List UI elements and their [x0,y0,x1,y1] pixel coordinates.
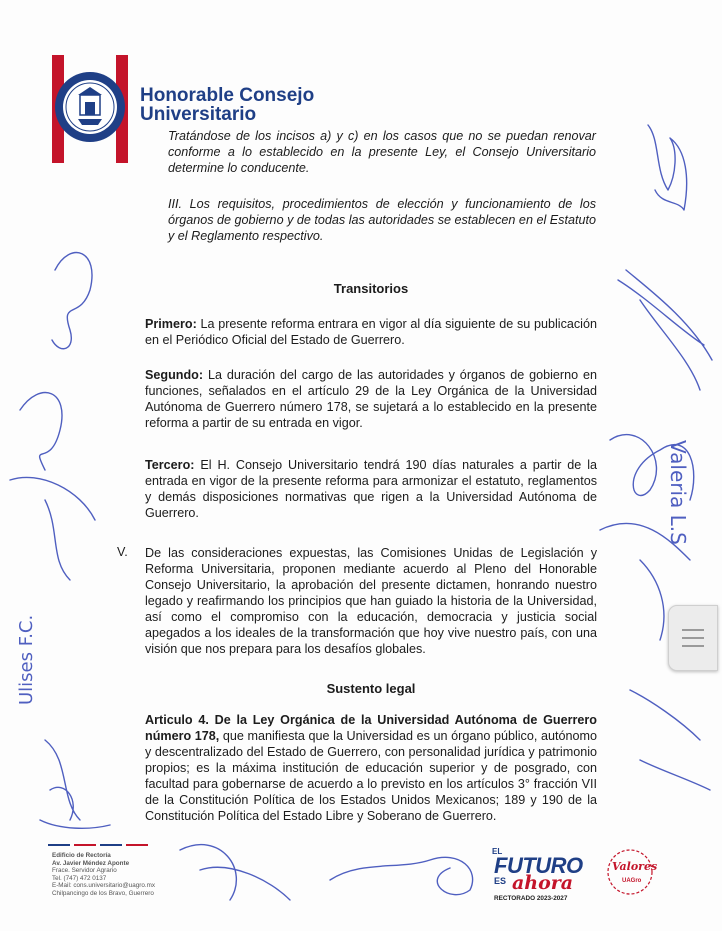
roman-numeral-v: V. [117,545,128,559]
signature-left-lower [40,740,110,828]
segundo-label: Segundo: [145,368,204,382]
signature-bottom-center [330,857,473,894]
segundo-text: La duración del cargo de las autoridades y órganos de gobierno en funciones, señalados en el artículo 29 de la Ley Orgánica de la Universidad Autónoma de Guerrero número 178, se sujetará a lo establecido en la presente reforma a partir de su entrada en vigor. [145,368,597,430]
handwritten-name-ulises: Ulises F.C. [16,614,37,705]
signature-bottom-left [180,845,290,900]
valores-label: Valores [612,860,658,873]
primero-text: La presente reforma entrara en vigor al día siguiente de su publicación en el Periódico Oficial del Estado de Guerrero. [145,317,597,347]
footer-address-line3: Frace. Servidor Agrario [52,867,117,875]
paragraph-consideraciones: De las consideraciones expuestas, las Comisiones Unidas de Legislación y Reforma Universitaria, proponen mediante acuerdo al Pleno del Honorable Consejo Universitario, la aprobación del presente dictamen, honrando nuestro legado y reafirmando los principios que han guiado la historia de la Universidad, así como el compromiso con la educación, democracia y justicia social apegados a los ideales de la transformación que hoy vive nuestro país, con una visión que nos prepara para los desafíos globales. [145,546,597,656]
signature-top-right [648,125,687,210]
scroll-handle-grip-line [682,637,704,639]
heading-sustento-legal: Sustento legal [326,681,416,696]
tercero-label: Tercero: [145,458,195,472]
scroll-handle-grip-line [682,629,704,631]
handwritten-name-valeria: Valeria L.S [666,440,690,545]
primero-label: Primero: [145,317,197,331]
signature-left-upper [52,253,92,349]
scroll-handle[interactable] [668,605,718,671]
org-name-line2: Universitario [140,104,257,125]
slogan-el: EL [492,847,503,856]
slogan-ahora: ahora [512,872,574,894]
scroll-handle-grip-line [682,645,704,647]
paragraph-incisos: Tratándose de los incisos a) y c) en los casos que no se puedan renovar conforme a lo establecido en la presente Ley, el Consejo Universitario determine lo conducente. [168,129,596,175]
slogan-futuro: FUTURO [494,853,583,878]
org-name-line1: Honorable Consejo [140,85,315,106]
slogan-rectorado: RECTORADO 2023-2027 [494,895,568,902]
signature-right-upper [618,270,712,390]
footer-address-line4: Tel. (747) 472 0137 [52,874,107,882]
articulo-4-label: Articulo 4. De la Ley Orgánica de la Universidad Autónoma de Guerrero número 178, [145,713,597,743]
footer-address-line1: Edificio de Rectoría [52,852,111,859]
slogan-es: ES [494,876,507,886]
footer-address-line6: Chilpancingo de los Bravo, Guerrero [52,889,154,897]
heading-transitorios: Transitorios [333,281,409,296]
footer-address-line2: Av. Javier Méndez Aponte [52,859,130,867]
signature-left-middle [10,393,95,580]
signature-right-lower [630,560,710,790]
articulo-4-text: que manifiesta que la Universidad es un órgano público, autónomo y descentralizado del Estado de Guerrero, con personalidad jurídica y patrimonio propios; es la máxima institución de educación superior y de posgrado, con facultad para gobernarse de acuerdo a lo previsto en los artículos 3° fracción VII de la Constitución Política de los Estados Unidos Mexicanos; 189 y 190 de la Constitución Política del Estado Libre y Soberano de Guerrero. [145,729,597,823]
paragraph-requisitos: III. Los requisitos, procedimientos de elección y funcionamiento de los órganos de gobierno y de todas las autoridades se establecen en el Estatuto y el Reglamento respectivo. [168,197,596,243]
valores-sub: UAGro [622,878,642,884]
tercero-text: El H. Consejo Universitario tendrá 190 días naturales a partir de la entrada en vigor de la presente reforma para armonizar el estatuto, reglamentos y demás disposiciones normativas que rigen a la Universidad Autónoma de Guerrero. [145,458,597,520]
footer-address-line5: E-Mail: cons.universitario@uagro.mx [52,882,155,890]
